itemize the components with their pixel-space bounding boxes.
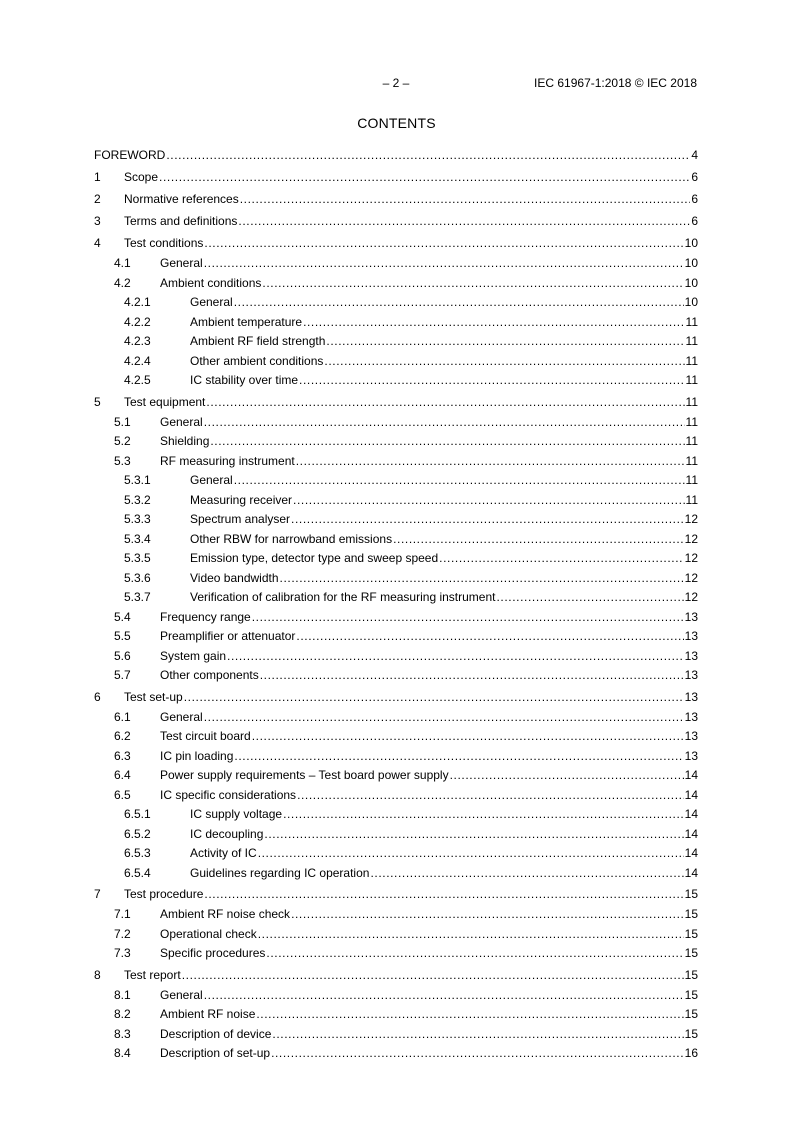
dot-leader (258, 844, 684, 864)
dot-leader (296, 627, 683, 647)
toc-entry-page: 12 (684, 512, 698, 526)
toc-entry-page: 14 (684, 807, 698, 821)
dot-leader (393, 530, 684, 550)
toc-entry-line (160, 708, 698, 728)
toc-entry-label: General (160, 413, 204, 433)
toc-entry-page: 15 (684, 967, 698, 982)
toc-entry[interactable] (94, 986, 698, 1006)
toc-entry-label: Specific procedures (160, 944, 266, 964)
toc-entry-number: 7.1 (114, 907, 131, 921)
toc-entry-line (190, 371, 698, 391)
toc-entry-label: General (160, 708, 204, 728)
toc-entry-line (124, 188, 698, 210)
dot-leader (166, 144, 690, 166)
toc-entry[interactable] (94, 766, 698, 786)
dot-leader (227, 647, 684, 667)
toc-entry-line (94, 144, 698, 166)
toc-entry-label: IC specific considerations (160, 786, 297, 806)
toc-entry-label: Ambient RF noise (160, 1005, 256, 1025)
toc-entry-number: 4.2.1 (124, 295, 151, 309)
toc-entry-number: 8.2 (114, 1007, 131, 1021)
toc-entry-number: 4.2.5 (124, 373, 151, 387)
toc-entry-line (160, 766, 698, 786)
dot-leader (204, 254, 684, 274)
toc-entry-label: General (190, 293, 234, 313)
toc-entry-label: Other components (160, 666, 260, 686)
dot-leader (260, 666, 684, 686)
toc-entry-page: 11 (685, 314, 698, 329)
toc-entry[interactable] (94, 549, 698, 569)
dot-leader (326, 332, 684, 352)
toc-entry-number: 6.3 (114, 748, 131, 763)
toc-entry-number: 5.3.3 (124, 512, 151, 526)
toc-entry[interactable] (94, 254, 698, 274)
dot-leader (324, 352, 684, 372)
toc-entry-number: 7 (94, 887, 101, 901)
toc-entry-number: 8 (94, 967, 101, 982)
toc-entry-line (190, 549, 698, 569)
toc-entry-page: 12 (684, 531, 698, 546)
toc-entry-page: 11 (685, 453, 698, 468)
toc-entry-number: 5 (94, 394, 101, 409)
toc-entry-page: 15 (684, 1007, 698, 1021)
dot-leader (234, 293, 684, 313)
toc-entry-line (124, 166, 698, 188)
toc-entry-line (124, 883, 698, 905)
toc-entry-number: 7.2 (114, 926, 131, 941)
toc-entry-line (190, 864, 698, 884)
toc-entry[interactable] (94, 686, 698, 708)
toc-entry[interactable] (94, 964, 698, 986)
toc-entry-number: 5.3.4 (124, 531, 151, 546)
toc-entry-line (160, 452, 698, 472)
toc-entry-page: 14 (684, 768, 698, 782)
toc-entry-number: 5.7 (114, 668, 131, 682)
toc-entry-label: Other ambient conditions (190, 352, 324, 372)
dot-leader (450, 766, 684, 786)
toc-entry[interactable] (94, 905, 698, 925)
toc-entry-label: Measuring receiver (190, 491, 293, 511)
toc-entry-line (160, 944, 698, 964)
table-of-contents (94, 144, 698, 1064)
toc-entry-line (190, 491, 698, 511)
toc-entry-number: 8.3 (114, 1026, 131, 1041)
toc-entry-line (160, 254, 698, 274)
toc-entry-page: 14 (684, 787, 698, 802)
toc-entry-number: 5.2 (114, 434, 131, 448)
toc-entry-number: 5.3.6 (124, 570, 151, 585)
dot-leader (258, 925, 684, 945)
toc-entry-page: 14 (684, 846, 698, 860)
toc-entry[interactable] (94, 1025, 698, 1045)
toc-entry[interactable] (94, 708, 698, 728)
toc-entry-page: 11 (685, 394, 698, 409)
toc-entry-number: 6.1 (114, 709, 131, 724)
dot-leader (234, 747, 683, 767)
toc-entry-page: 13 (684, 729, 698, 743)
toc-entry-label: General (160, 254, 204, 274)
toc-entry-number: 2 (94, 192, 101, 206)
toc-entry[interactable] (94, 608, 698, 628)
toc-entry-page: 10 (684, 275, 698, 290)
dot-leader (210, 432, 684, 452)
toc-entry[interactable] (94, 627, 698, 647)
toc-entry-line (124, 210, 698, 232)
toc-entry-number: 5.3.1 (124, 473, 151, 487)
toc-entry-number: 6.5.2 (124, 826, 151, 841)
toc-entry[interactable] (94, 944, 698, 964)
toc-entry-label: IC decoupling (190, 825, 264, 845)
toc-entry-label: IC stability over time (190, 371, 299, 391)
toc-entry-line (160, 666, 698, 686)
toc-entry-page: 15 (684, 887, 698, 901)
toc-entry[interactable] (94, 844, 698, 864)
dot-leader (204, 232, 683, 254)
toc-entry-page: 15 (684, 946, 698, 960)
page-title: CONTENTS (357, 115, 436, 131)
toc-entry-number: 6.5.3 (124, 846, 151, 860)
toc-entry[interactable] (94, 166, 698, 188)
toc-entry-line (190, 805, 698, 825)
toc-entry-label: Test circuit board (160, 727, 252, 747)
toc-entry-label: General (190, 471, 234, 491)
toc-entry-label: Spectrum analyser (190, 510, 291, 530)
dot-leader (271, 1044, 684, 1064)
toc-entry-page: 10 (684, 256, 698, 270)
toc-entry-page: 16 (684, 1046, 698, 1060)
toc-entry[interactable] (94, 569, 698, 589)
toc-entry-line (124, 964, 698, 986)
toc-entry-label: Test conditions (124, 232, 204, 254)
toc-entry-number: 6.5.1 (124, 807, 151, 821)
toc-entry-line (124, 232, 698, 254)
toc-entry-number: 5.3.7 (124, 590, 151, 604)
toc-entry-line (190, 332, 698, 352)
toc-entry-line (190, 530, 698, 550)
toc-entry-label: Video bandwidth (190, 569, 280, 589)
toc-entry-label: Activity of IC (190, 844, 258, 864)
toc-entry[interactable] (94, 510, 698, 530)
dot-leader (262, 274, 683, 294)
dot-leader (297, 786, 684, 806)
toc-entry-label: Ambient conditions (160, 274, 262, 294)
toc-entry-line (190, 471, 698, 491)
toc-entry-page: 11 (685, 434, 698, 448)
toc-entry-label: Power supply requirements – Test board power supply (160, 766, 450, 786)
toc-entry-label: Test report (124, 964, 182, 986)
dot-leader (159, 166, 690, 188)
toc-entry-label: Terms and definitions (124, 210, 238, 232)
dot-leader (234, 471, 685, 491)
toc-entry[interactable] (94, 432, 698, 452)
toc-entry-line (190, 352, 698, 372)
toc-entry-label: IC supply voltage (190, 805, 283, 825)
toc-entry-number: 8.1 (114, 987, 131, 1002)
toc-entry-number: 7.3 (114, 946, 131, 960)
toc-entry-label: Ambient RF noise check (160, 905, 291, 925)
toc-entry-number: 6 (94, 689, 101, 704)
toc-entry-number: 6.2 (114, 729, 131, 743)
toc-entry[interactable] (94, 452, 698, 472)
dot-leader (184, 686, 684, 708)
toc-entry-label: Description of set-up (160, 1044, 271, 1064)
toc-entry[interactable] (94, 293, 698, 313)
toc-entry-page: 13 (684, 609, 698, 624)
toc-entry[interactable] (94, 883, 698, 905)
dot-leader (280, 569, 684, 589)
dot-leader (283, 805, 684, 825)
toc-entry-number: 1 (94, 170, 101, 184)
toc-entry-line (160, 274, 698, 294)
toc-entry-number: 4 (94, 236, 101, 250)
toc-entry[interactable] (94, 352, 698, 372)
toc-entry-number: 4.2 (114, 275, 131, 290)
toc-entry-page: 14 (684, 865, 698, 880)
toc-entry-line (160, 608, 698, 628)
toc-entry-line (190, 510, 698, 530)
toc-entry[interactable] (94, 727, 698, 747)
toc-entry[interactable] (94, 588, 698, 608)
toc-entry-number: 5.3.2 (124, 492, 151, 507)
toc-entry-line (190, 825, 698, 845)
toc-entry-label: Ambient temperature (190, 313, 303, 333)
toc-entry[interactable] (94, 232, 698, 254)
document-id: IEC 61967-1:2018 © IEC 2018 (534, 76, 697, 90)
toc-entry-number: 4.2.2 (124, 314, 151, 329)
toc-entry-page: 13 (684, 689, 698, 704)
dot-leader (204, 883, 683, 905)
toc-entry[interactable] (94, 491, 698, 511)
toc-entry-page: 11 (685, 473, 698, 487)
toc-entry-line (160, 747, 698, 767)
toc-entry-line (160, 627, 698, 647)
dot-leader (182, 964, 684, 986)
toc-entry[interactable] (94, 313, 698, 333)
toc-entry-page: 11 (685, 353, 698, 368)
toc-entry-page: 6 (691, 192, 698, 206)
toc-entry-label: Verification of calibration for the RF measuring instrument (190, 588, 496, 608)
toc-entry-number: 5.3.5 (124, 551, 151, 565)
toc-entry-line (160, 905, 698, 925)
toc-entry-label: Operational check (160, 925, 258, 945)
toc-entry-page: 10 (684, 295, 698, 309)
toc-entry-line (160, 925, 698, 945)
toc-entry[interactable] (94, 825, 698, 845)
toc-entry-page: 15 (684, 1026, 698, 1041)
dot-leader (206, 391, 684, 413)
toc-entry-page: 4 (691, 148, 698, 162)
dot-leader (204, 413, 685, 433)
toc-entry-page: 11 (685, 492, 698, 507)
toc-entry-number: 4.1 (114, 256, 131, 270)
toc-entry-number: 4.2.3 (124, 334, 151, 348)
toc-entry-page: 6 (691, 170, 698, 184)
dot-leader (204, 986, 684, 1006)
toc-entry[interactable] (94, 786, 698, 806)
dot-leader (291, 510, 684, 530)
toc-entry-line (160, 647, 698, 667)
toc-entry-page: 15 (684, 926, 698, 941)
toc-entry[interactable] (94, 530, 698, 550)
toc-entry-page: 6 (691, 214, 698, 228)
toc-entry-line (124, 391, 698, 413)
toc-entry-label: Emission type, detector type and sweep speed (190, 549, 439, 569)
dot-leader (240, 188, 691, 210)
toc-entry[interactable] (94, 666, 698, 686)
dot-leader (272, 1025, 683, 1045)
toc-entry-number: 4.2.4 (124, 353, 151, 368)
toc-entry-number: 5.4 (114, 609, 131, 624)
toc-entry[interactable] (94, 864, 698, 884)
toc-entry-number: 6.5.4 (124, 865, 151, 880)
toc-entry[interactable] (94, 647, 698, 667)
dot-leader (256, 1005, 683, 1025)
toc-entry-number: 8.4 (114, 1046, 131, 1060)
dot-leader (238, 210, 690, 232)
toc-entry-page: 13 (684, 629, 698, 643)
toc-entry-number: 5.3 (114, 453, 131, 468)
dot-leader (370, 864, 683, 884)
toc-entry-line (124, 686, 698, 708)
toc-entry-label: System gain (160, 647, 227, 667)
toc-entry-label: Ambient RF field strength (190, 332, 326, 352)
toc-entry-line (190, 313, 698, 333)
toc-entry-page: 11 (685, 414, 698, 429)
toc-entry-label: Normative references (124, 188, 240, 210)
toc-entry[interactable] (94, 332, 698, 352)
toc-entry-page: 13 (684, 748, 698, 763)
dot-leader (496, 588, 683, 608)
toc-entry-number: 5.5 (114, 629, 131, 643)
toc-entry-line (160, 432, 698, 452)
toc-entry[interactable] (94, 188, 698, 210)
toc-entry-label: Test equipment (124, 391, 206, 413)
toc-entry[interactable] (94, 747, 698, 767)
toc-entry[interactable] (94, 391, 698, 413)
toc-entry-page: 14 (684, 826, 698, 841)
dot-leader (303, 313, 684, 333)
toc-entry-label: IC pin loading (160, 747, 234, 767)
dot-leader (264, 825, 683, 845)
toc-entry[interactable] (94, 274, 698, 294)
dot-leader (252, 608, 684, 628)
toc-entry-line (190, 293, 698, 313)
toc-entry-line (190, 844, 698, 864)
toc-entry-line (190, 569, 698, 589)
toc-entry-number: 5.1 (114, 414, 131, 429)
dot-leader (439, 549, 683, 569)
dot-leader (293, 491, 684, 511)
page-number: – 2 – (382, 76, 410, 90)
toc-entry-label: Description of device (160, 1025, 272, 1045)
toc-entry-label: Test set-up (124, 686, 184, 708)
toc-entry-label: RF measuring instrument (160, 452, 296, 472)
toc-entry-number: 6.5 (114, 787, 131, 802)
toc-entry-label: Frequency range (160, 608, 252, 628)
toc-entry-label: Shielding (160, 432, 210, 452)
toc-entry[interactable] (94, 371, 698, 391)
toc-entry[interactable] (94, 144, 698, 166)
toc-entry[interactable] (94, 1044, 698, 1064)
toc-entry[interactable] (94, 925, 698, 945)
toc-entry-page: 11 (685, 334, 698, 348)
toc-entry-number: 5.6 (114, 648, 131, 663)
toc-entry-page: 12 (684, 570, 698, 585)
toc-entry-page: 12 (684, 590, 698, 604)
dot-leader (252, 727, 684, 747)
toc-entry-line (160, 413, 698, 433)
dot-leader (299, 371, 685, 391)
toc-entry[interactable] (94, 1005, 698, 1025)
dot-leader (204, 708, 684, 728)
toc-entry[interactable] (94, 471, 698, 491)
toc-entry-page: 13 (684, 709, 698, 724)
toc-entry-label: General (160, 986, 204, 1006)
toc-entry-line (190, 588, 698, 608)
dot-leader (266, 944, 683, 964)
toc-entry-number: 3 (94, 214, 101, 228)
toc-entry[interactable] (94, 413, 698, 433)
toc-entry[interactable] (94, 210, 698, 232)
toc-entry-line (160, 1044, 698, 1064)
toc-entry-page: 12 (684, 551, 698, 565)
toc-entry-line (160, 786, 698, 806)
toc-entry-label: FOREWORD (94, 144, 166, 166)
dot-leader (291, 905, 684, 925)
toc-entry-page: 13 (684, 648, 698, 663)
toc-entry-line (160, 1025, 698, 1045)
toc-entry-label: Other RBW for narrowband emissions (190, 530, 393, 550)
toc-entry-line (160, 727, 698, 747)
toc-entry-page: 13 (684, 668, 698, 682)
toc-entry-page: 15 (684, 907, 698, 921)
toc-entry-page: 11 (685, 373, 698, 387)
toc-entry-label: Test procedure (124, 883, 204, 905)
toc-entry[interactable] (94, 805, 698, 825)
toc-entry-page: 15 (684, 987, 698, 1002)
toc-entry-line (160, 1005, 698, 1025)
toc-entry-line (160, 986, 698, 1006)
dot-leader (296, 452, 685, 472)
toc-entry-label: Scope (124, 166, 159, 188)
toc-entry-number: 6.4 (114, 768, 131, 782)
toc-entry-label: Guidelines regarding IC operation (190, 864, 370, 884)
toc-entry-page: 10 (684, 236, 698, 250)
toc-entry-label: Preamplifier or attenuator (160, 627, 296, 647)
